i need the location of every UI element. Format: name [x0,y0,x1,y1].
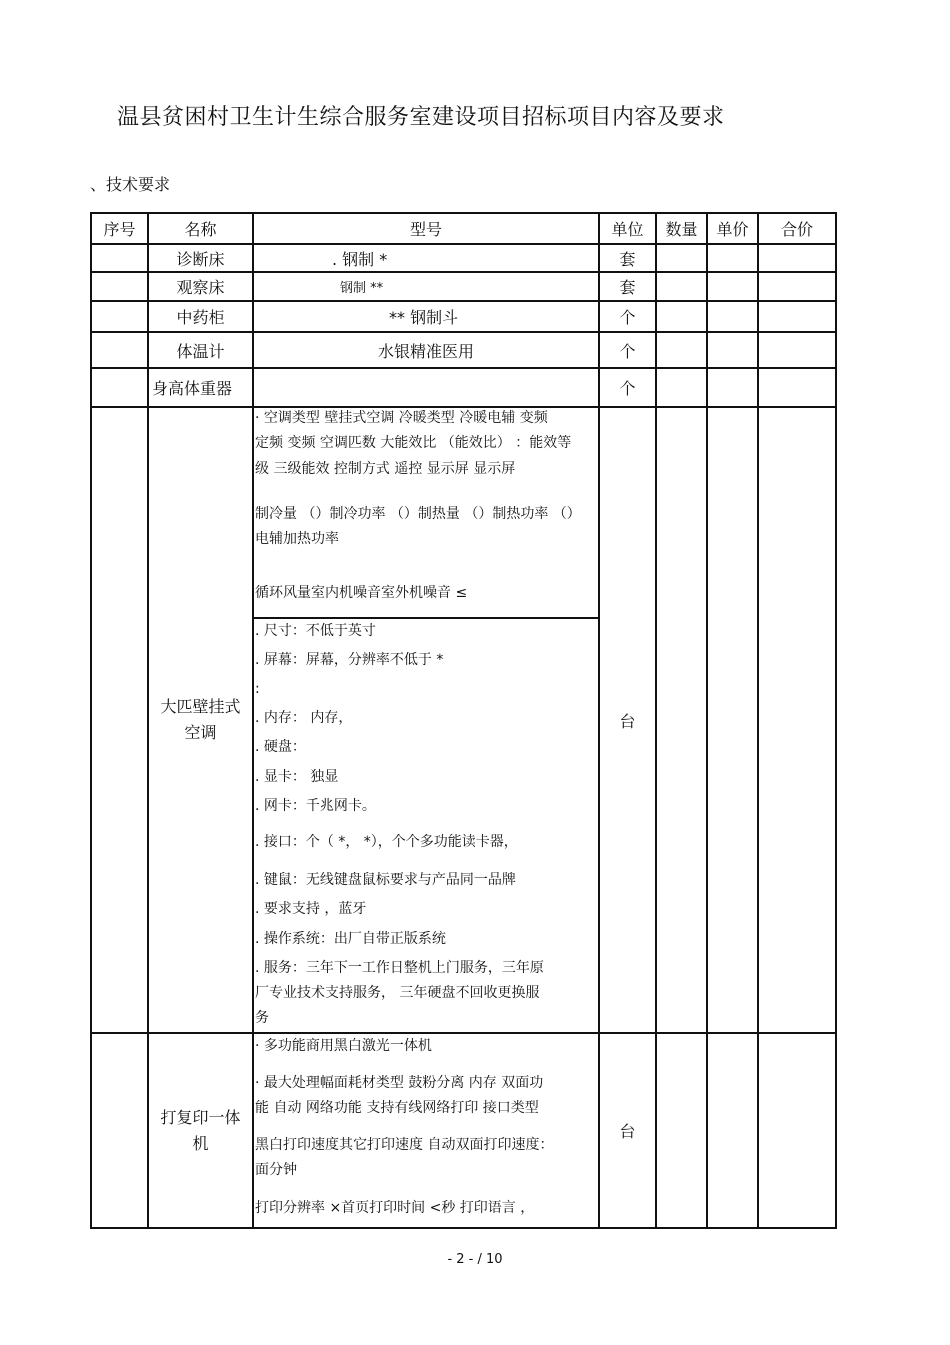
item-unit: 台 [619,1122,636,1141]
item-name: 中药柜 [176,308,225,327]
item-model: 水银精准医用 [377,341,474,361]
spec-line: : [255,681,260,697]
item-unit: 套 [619,249,636,269]
spec-line: . 内存： 内存， [255,710,353,726]
item-unit: 个 [619,379,636,398]
header-name: 名称 [184,220,217,239]
spec-line: · 多功能商用黑白激光一体机 [255,1038,432,1054]
item-name [149,408,252,1032]
spec-line: 黑白打印速度其它打印速度 自动双面打印速度： [255,1137,554,1153]
spec-line: . 硬盘： [255,739,306,755]
spec-line: · 最大处理幅面耗材类型 鼓粉分离 内存 双面功 [255,1075,544,1091]
header-total: 合价 [780,220,813,239]
spec-line: 厂专业技术支持服务， 三年硬盘不回收更换服 [255,985,540,1001]
spec-line: · 空调类型 壁挂式空调 冷暖类型 冷暖电辅 变频 [255,410,548,426]
spec-line: . 要求支持 ，蓝牙 [255,901,367,917]
col-divider [655,214,657,1227]
spec-line: . 尺寸：不低于英寸 [255,623,376,639]
spec-line: . 网卡：千兆网卡。 [255,798,376,814]
header-model: 型号 [409,220,442,239]
spec-line: 打印分辨率 ×首页打印时间 <秒 打印语言 ， [255,1200,535,1216]
item-name: 身高体重器 [152,379,233,398]
section-heading: 、技术要求 [90,175,171,194]
page-number: - 2 - / 10 [447,1252,503,1267]
item-unit: 套 [619,278,636,297]
spec-line: 能 自动 网络功能 支持有线网络打印 接口类型 [255,1100,539,1116]
header-no: 序号 [103,220,136,239]
item-model: . 钢制 * [332,249,388,269]
item-unit: 个 [619,341,636,361]
spec-line: 循环风量室内机噪音室外机噪音 ≤ [255,585,468,601]
requirements-table [90,212,837,1229]
item-unit: 个 [619,308,636,327]
spec-line: 制冷量 （）制冷功率 （）制热量 （）制热功率 （） [255,506,581,522]
spec-line: 定频 变频 空调匹数 大能效比 （能效比） ：能效等 [255,435,572,451]
item-name: 诊断床 [176,249,225,269]
spec-line: 务 [255,1010,269,1026]
header-price: 单价 [716,220,749,239]
spec-line: . 接口：个（ *， *），个个多功能读卡器， [255,834,518,850]
item-unit: 台 [619,711,636,731]
spec-line: . 屏幕：屏幕，分辨率不低于 * [255,652,444,668]
item-name-text: 打复印一体机 [160,1107,241,1153]
item-name [149,1034,252,1227]
item-name: 观察床 [176,278,225,297]
item-model: ** 钢制斗 [389,308,459,327]
col-divider [757,214,759,1227]
spec-line: 电辅加热功率 [255,531,339,547]
spec-line: . 操作系统：出厂自带正版系统 [255,931,446,947]
page-title: 温县贫困村卫生计生综合服务室建设项目招标项目内容及要求 [117,105,725,130]
header-unit: 单位 [611,220,644,239]
spec-line: 级 三级能效 控制方式 遥控 显示屏 显示屏 [255,461,516,477]
item-model: 钢制 ** [340,281,384,296]
spec-line: 面分钟 [255,1162,297,1178]
spec-line: . 键鼠：无线键盘鼠标要求与产品同一品牌 [255,872,516,888]
col-divider [706,214,708,1227]
header-qty: 数量 [665,220,698,239]
spec-line: . 显卡： 独显 [255,769,339,785]
item-name: 体温计 [176,341,225,361]
item-name-text: 大匹壁挂式空调 [160,697,241,742]
spec-line: . 服务：三年下一工作日整机上门服务，三年原 [255,960,544,976]
